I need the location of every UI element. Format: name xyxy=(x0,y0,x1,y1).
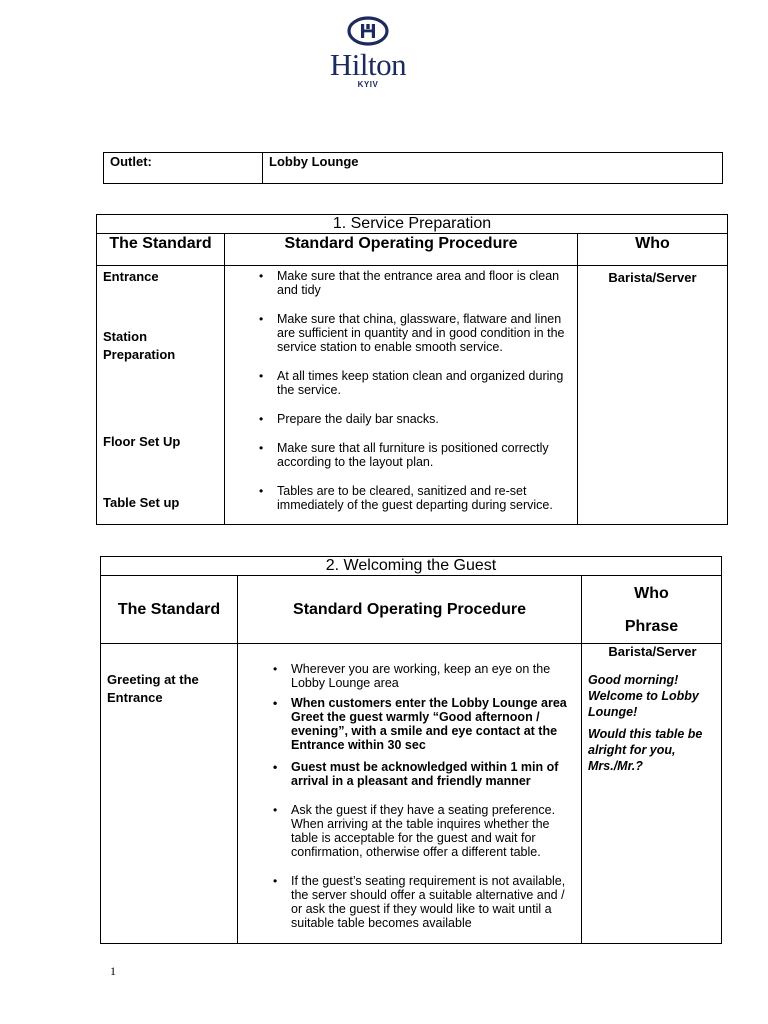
standard-cell xyxy=(101,644,238,944)
standard-table-set-up: Table Set up xyxy=(103,495,180,510)
column-header-sop: Standard Operating Procedure xyxy=(225,234,578,266)
column-header-who: Who xyxy=(578,234,728,266)
procedure-item: • At all times keep station clean and organized during the service. xyxy=(257,369,569,397)
standard-greeting: Greeting at the Entrance xyxy=(107,672,199,705)
section-title: 1. Service Preparation xyxy=(97,215,728,234)
who-phrase-cell xyxy=(582,644,722,944)
standards-cell xyxy=(97,266,225,525)
procedures-cell xyxy=(238,644,582,944)
column-header-who: Who xyxy=(634,585,669,602)
logo-wordmark: Hilton xyxy=(329,47,407,82)
standard-entrance: Entrance xyxy=(103,269,159,284)
phrase-greeting: Good morning! Welcome to Lobby Lounge! xyxy=(588,673,699,719)
column-header-sop: Standard Operating Procedure xyxy=(238,576,582,644)
procedure-item: • Tables are to be cleared, sanitized and re-set immediately of the guest departing during service. xyxy=(257,484,569,512)
section-title: 2. Welcoming the Guest xyxy=(101,557,722,576)
column-header-standard: The Standard xyxy=(101,576,238,644)
welcoming-guest-table xyxy=(100,556,722,944)
procedure-list xyxy=(225,266,577,512)
outlet-label: Outlet: xyxy=(104,153,263,184)
procedure-item: • Prepare the daily bar snacks. xyxy=(257,412,569,426)
who-cell: Barista/Server xyxy=(578,266,728,525)
procedure-item: • Make sure that china, glassware, flatware and linen are sufficient in quantity and in good condition in the service station to enable smooth service. xyxy=(257,312,569,354)
who-value: Barista/Server xyxy=(608,644,697,659)
procedure-item: • When customers enter the Lobby Lounge area Greet the guest warmly “Good afternoon / evening”, with a smile and eye contact at the Entrance within 30 sec xyxy=(271,696,573,752)
phrase-table-check: Would this table be alright for you, Mrs./Mr.? xyxy=(588,727,703,773)
logo-city: KYIV xyxy=(357,80,379,89)
hilton-monogram-icon xyxy=(347,16,389,46)
procedure-item: • If the guest’s seating requirement is not available, the server should offer a suitable alternative and / or ask the guest if they would like to wait until a suitable table becomes available xyxy=(271,874,573,930)
procedures-cell xyxy=(225,266,578,525)
procedure-item: • Ask the guest if they have a seating preference. When arriving at the table inquires whether the table is acceptable for the guest and wait for confirmation, otherwise offer a different table. xyxy=(271,803,573,859)
procedure-item: • Make sure that the entrance area and floor is clean and tidy xyxy=(257,269,569,297)
procedure-item: • Wherever you are working, keep an eye on the Lobby Lounge area xyxy=(271,662,573,690)
service-preparation-table xyxy=(96,214,728,525)
outlet-table xyxy=(103,152,723,184)
standard-station-preparation: Station Preparation xyxy=(103,329,176,362)
standard-floor-set-up: Floor Set Up xyxy=(103,434,181,449)
procedure-item: • Guest must be acknowledged within 1 min of arrival in a pleasant and friendly manner xyxy=(271,760,573,788)
procedure-list xyxy=(238,644,581,930)
hilton-logo xyxy=(318,16,418,89)
column-header-who-phrase xyxy=(582,576,722,644)
outlet-value: Lobby Lounge xyxy=(263,153,723,184)
column-header-phrase: Phrase xyxy=(624,618,679,635)
page-number: 1 xyxy=(110,964,116,978)
column-header-standard: The Standard xyxy=(97,234,225,266)
procedure-item: • Make sure that all furniture is positioned correctly according to the layout plan. xyxy=(257,441,569,469)
